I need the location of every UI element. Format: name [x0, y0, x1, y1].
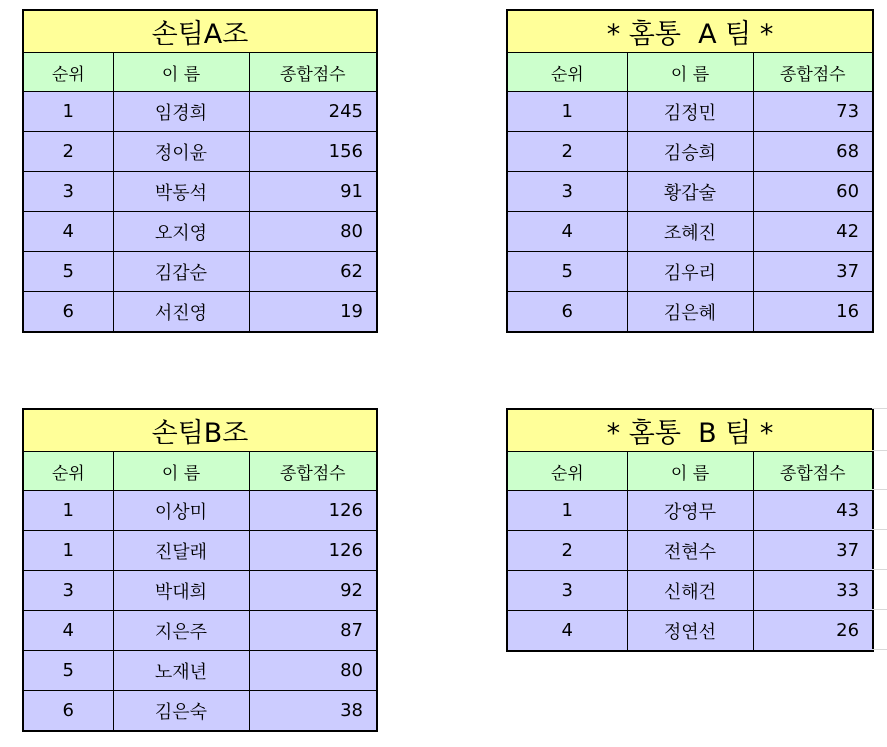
name-cell[interactable]: 김은혜 [627, 292, 753, 333]
name-cell[interactable]: 임경희 [113, 92, 249, 132]
name-cell[interactable]: 김정민 [627, 92, 753, 132]
name-cell[interactable]: 조혜진 [627, 212, 753, 252]
table-row [23, 212, 377, 252]
name-cell[interactable]: 김승희 [627, 132, 753, 172]
name-cell[interactable]: 김우리 [627, 252, 753, 292]
table-row [23, 651, 377, 691]
rank-cell[interactable]: 3 [23, 571, 113, 611]
table-row [507, 292, 873, 333]
header-name[interactable]: 이 름 [113, 452, 249, 491]
rank-cell[interactable]: 3 [507, 172, 627, 212]
name-cell[interactable]: 전현수 [627, 531, 753, 571]
score-cell[interactable]: 37 [753, 252, 873, 292]
score-cell[interactable]: 92 [249, 571, 377, 611]
rank-cell[interactable]: 6 [507, 292, 627, 333]
score-cell[interactable]: 87 [249, 611, 377, 651]
table-row [507, 491, 873, 531]
table-row [507, 571, 873, 611]
score-cell[interactable]: 126 [249, 531, 377, 571]
table-row [23, 252, 377, 292]
score-cell[interactable]: 37 [753, 531, 873, 571]
rank-cell[interactable]: 3 [23, 172, 113, 212]
name-cell[interactable]: 오지영 [113, 212, 249, 252]
name-cell[interactable]: 정연선 [627, 611, 753, 652]
rank-cell[interactable]: 5 [23, 651, 113, 691]
rank-cell[interactable]: 5 [507, 252, 627, 292]
rank-cell[interactable]: 5 [23, 252, 113, 292]
rank-cell[interactable]: 4 [23, 611, 113, 651]
name-cell[interactable]: 정이윤 [113, 132, 249, 172]
rank-cell[interactable]: 6 [23, 292, 113, 333]
header-score[interactable]: 종합점수 [249, 452, 377, 491]
name-cell[interactable]: 박대희 [113, 571, 249, 611]
table-title[interactable]: 손팀A조 [23, 10, 377, 53]
table-row [23, 691, 377, 732]
header-rank[interactable]: 순위 [23, 452, 113, 491]
table-row [23, 172, 377, 212]
home-b-table [506, 408, 874, 652]
header-name[interactable]: 이 름 [627, 53, 753, 92]
score-cell[interactable]: 80 [249, 212, 377, 252]
score-cell[interactable]: 43 [753, 491, 873, 531]
table-title[interactable]: 손팀B조 [23, 409, 377, 452]
table-row [507, 132, 873, 172]
table-row [507, 212, 873, 252]
name-cell[interactable]: 이상미 [113, 491, 249, 531]
table-row [23, 292, 377, 333]
table-row [23, 92, 377, 132]
rank-cell[interactable]: 1 [23, 531, 113, 571]
header-name[interactable]: 이 름 [113, 53, 249, 92]
name-cell[interactable]: 신해건 [627, 571, 753, 611]
score-cell[interactable]: 42 [753, 212, 873, 252]
table-row [507, 172, 873, 212]
rank-cell[interactable]: 2 [507, 531, 627, 571]
table-row [507, 611, 873, 652]
name-cell[interactable]: 김갑순 [113, 252, 249, 292]
score-cell[interactable]: 19 [249, 292, 377, 333]
header-rank[interactable]: 순위 [23, 53, 113, 92]
rank-cell[interactable]: 1 [507, 92, 627, 132]
home-a-table [506, 9, 874, 333]
sheet-gridline [872, 408, 887, 409]
header-rank[interactable]: 순위 [507, 452, 627, 491]
header-name[interactable]: 이 름 [627, 452, 753, 491]
name-cell[interactable]: 노재년 [113, 651, 249, 691]
rank-cell[interactable]: 4 [507, 611, 627, 652]
name-cell[interactable]: 진달래 [113, 531, 249, 571]
team-a-table [22, 9, 378, 333]
header-rank[interactable]: 순위 [507, 53, 627, 92]
score-cell[interactable]: 156 [249, 132, 377, 172]
sheet-gridline [872, 609, 887, 610]
team-b-table [22, 408, 378, 732]
score-cell[interactable]: 38 [249, 691, 377, 732]
table-row [507, 92, 873, 132]
rank-cell[interactable]: 1 [23, 491, 113, 531]
table-title[interactable]: * 홈통 B 팀 * [507, 409, 873, 452]
name-cell[interactable]: 김은숙 [113, 691, 249, 732]
table-row [23, 611, 377, 651]
score-cell[interactable]: 91 [249, 172, 377, 212]
rank-cell[interactable]: 4 [23, 212, 113, 252]
table-title[interactable]: * 홈통 A 팀 * [507, 10, 873, 53]
table-row [23, 132, 377, 172]
name-cell[interactable]: 서진영 [113, 292, 249, 333]
header-score[interactable]: 종합점수 [753, 53, 873, 92]
name-cell[interactable]: 황갑술 [627, 172, 753, 212]
rank-cell[interactable]: 2 [507, 132, 627, 172]
name-cell[interactable]: 강영무 [627, 491, 753, 531]
score-cell[interactable]: 80 [249, 651, 377, 691]
table-row [507, 252, 873, 292]
table-row [23, 491, 377, 531]
rank-cell[interactable]: 2 [23, 132, 113, 172]
score-cell[interactable]: 16 [753, 292, 873, 333]
score-cell[interactable]: 126 [249, 491, 377, 531]
rank-cell[interactable]: 3 [507, 571, 627, 611]
name-cell[interactable]: 지은주 [113, 611, 249, 651]
sheet-gridline [872, 489, 887, 490]
header-score[interactable]: 종합점수 [753, 452, 873, 491]
sheet-gridline [872, 529, 887, 530]
score-cell[interactable]: 245 [249, 92, 377, 132]
score-cell[interactable]: 60 [753, 172, 873, 212]
score-cell[interactable]: 62 [249, 252, 377, 292]
table-row [23, 531, 377, 571]
table-row [23, 571, 377, 611]
header-score[interactable]: 종합점수 [249, 53, 377, 92]
score-cell[interactable]: 68 [753, 132, 873, 172]
score-cell[interactable]: 73 [753, 92, 873, 132]
sheet-gridline [872, 569, 887, 570]
rank-cell[interactable]: 6 [23, 691, 113, 732]
sheet-gridline [872, 649, 887, 650]
rank-cell[interactable]: 1 [23, 92, 113, 132]
table-row [507, 531, 873, 571]
sheet-gridline [872, 450, 887, 451]
name-cell[interactable]: 박동석 [113, 172, 249, 212]
rank-cell[interactable]: 4 [507, 212, 627, 252]
rank-cell[interactable]: 1 [507, 491, 627, 531]
score-cell[interactable]: 33 [753, 571, 873, 611]
score-cell[interactable]: 26 [753, 611, 873, 652]
